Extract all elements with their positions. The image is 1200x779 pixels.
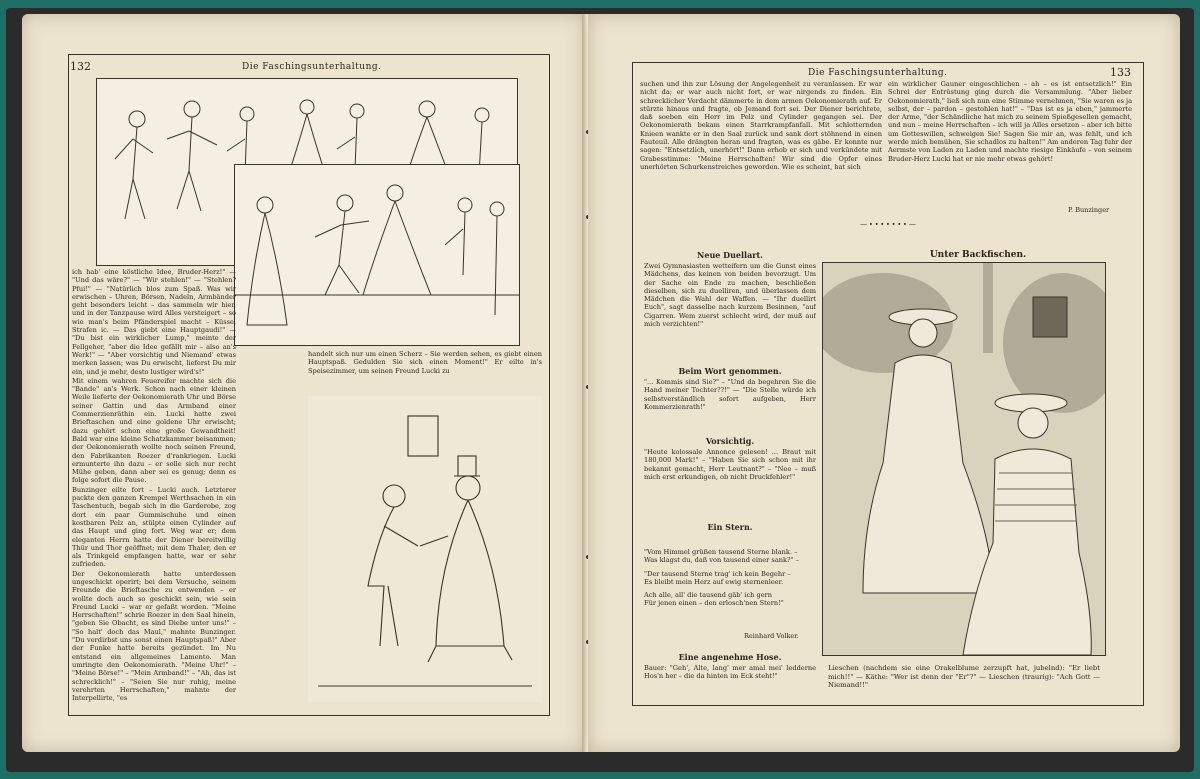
poem-line: Es bleibt mein Herz auf ewig sternenleer. <box>644 577 784 586</box>
text-neue-duellart: Zwei Gymnasiasten wetteifern um die Gunst eines Mädchens, das keinen von beiden bevorzugt. Um der Sache ein Ende zu machen, beschließen dieselben, sich zu duelliren, und überlassen dem Mädchen die Wahl der Waffen. — "Ihr duellirt Euch", sagt dasselbe nach kurzem Besinnen, "auf Cigarren. Wem zuerst schlecht wird, der muß auf mich verzichten!" <box>644 262 816 329</box>
illustration-fur-coat-gentleman <box>308 396 542 702</box>
illustration-ballroom <box>234 164 520 346</box>
poem-line: Was klagst du, daß von tausend einer sank?" – <box>644 556 799 565</box>
poem-line: "Vom Himmel grüßen tausend Sterne blank. – <box>644 548 798 556</box>
heading-neue-duellart: Neue Duellart. <box>697 250 763 260</box>
text-vorsichtig: "Heute kolossale Annonce gelesen! ... Braut mit 180,000 Mark!" – "Haben Sie sich schon mit ihr bekannt gemacht, Herr Leutnant?" – "Nee – muß mich erst erkundigen, ob nicht Druckfehler!" <box>644 448 816 481</box>
text-angenehme-hose: Bauer: "Geh', Alte, lang' mer amal mei' ledderne Hos'n her – die da hinten im Eck steht!" <box>644 664 816 681</box>
paragraph: ich hab' eine köstliche Idee, Bruder-Herz!" — "Und das wäre?" — "Wir stehlen!" — "Stehlen? Pfui!" — "Natürlich blos zum Spaß. Was wir erwischen – Uhren, Börsen, Nadeln, Armbänder geht besonders leicht – das sammeln wir hier, und in der Tanzpause wird Alles versteigert – so wie man's beim Pfänderspiel macht – Küsse, Strafen ic. — Das giebt eine Hauptgaudi!" — "Du bist ein wirklicher Lump," meinte der Fellgeher, "aber die Idee gefällt mir – also an's Werk!" — "Aber vorsichtig und Niemand' etwas merken lassen; was Du erwischt, lieferst Du mir ein, und je mehr, desto lustiger wird's!" <box>72 268 236 376</box>
left-text-column-2: handelt sich nur um einen Scherz – Sie werden sehen, es giebt einen Hauptspaß. Gedulden Sie sich einen Moment!" Er eilte in's Speisezimmer, um seinen Freund Lucki zu <box>308 350 542 375</box>
heading-unter-backfischen: Unter Backfischen. <box>929 250 1027 260</box>
text-beim-wort: "... Kommis sind Sie?" – "Und da begehren Sie die Hand meiner Tochter??!" — "Die Stelle würde ich selbstverständlich sofort aufgeben, Herr Kommerzienrath!" <box>644 378 816 411</box>
author-signature: P. Bunzinger <box>1068 206 1110 214</box>
poem-line: Für jenen einen – den erlosch'nen Stern!" <box>644 599 784 608</box>
ornament-divider: — ∙ ∙ ∙ ∙ ∙ ∙ ∙ — <box>860 220 916 228</box>
heading-beim-wort: Beim Wort genommen. <box>678 366 782 376</box>
poem-ein-stern <box>644 548 816 630</box>
poem-author: Reinhard Volker. <box>744 632 799 640</box>
running-header-left: Die Faschingsunterhaltung. <box>242 62 382 72</box>
right-page <box>588 14 1180 752</box>
running-header-right: Die Faschingsunterhaltung. <box>808 68 948 78</box>
poem-line: "Der tausend Sterne trag' ich kein Begehr – <box>644 569 791 578</box>
paragraph: Mit einem wahren Feuereifer machte sich die "Bande" an's Werk. Schon nach einer kleinen Weile lieferte der Oekonomierath Uhr und Börse seiner Gattin und das Armband einer Commerzienräthin ein. Lucki hatte zwei Brieftaschen und eine goldene Uhr erwischt; dazu gehört schon eine große Gewandtheit! Bald war eine kleine Schatzkammer beisammen; der Oekonomierath wollte noch seinen Freund, den Fabrikanten Roezer d'rankriegen. Lucki ermunterte ihn dazu – er solle sich nur recht Mühe geben, dann aber sei es genug; denn es folge sofort die Pause. <box>72 376 236 485</box>
heading-angenehme-hose: Eine angenehme Hose. <box>678 652 782 662</box>
right-top-column-2: ein wirklicher Gauner eingeschlichen – ah – es ist entsetzlich!" Ein Schrei der Entrüstung ging durch die Versammlung. "Aber lieber Oekonomierath," ließ sich nun eine Stimme vernehmen, "Sie waren es ja selbst, der – pardon – gestohlen hat!" – "Das ist es ja eben," jammerte der Arme, "der Schändliche hat mich zu seinem Spießgesellen gemacht, und nun – meine Herrschaften – ich will ja Alles ersetzen – aber ich bitte um Gotteswillen, schweigen Sie! Sagen Sie mir an, was fehlt, und ich werde mich bemühen, Sie schadlos zu halten!" Am anderen Tag fuhr der Aermste von Laden zu Laden und machte riesige Einkäufe – von seinem Bruder-Herz Lucki hat er nie mehr etwas gehört! <box>888 80 1132 163</box>
right-top-column-1: suchen und ihn zur Lösung der Angelegenheit zu veranlassen. Er war nicht da; er war auch nicht fort, er war nirgends zu finden. Ein schrecklicher Verdacht dämmerte in dem armen Oekonomierath auf. Er stürzte hinaus und fragte, ob Jemand fort sei. Der Diener berichtete, daß soeben ein Herr im Pelz und Cylinder gegangen sei. Der Oekonomierath bekam einen Starrkrampfanfall. Mit schlotternden Knieen wankte er in den Saal zurück und sank dort stöhnend in einen Fauteuil. Alle drängten heran und fragten, was es gäbe. Er konnte nur sagen: "Entsetzlich, unerhört!" Dann erhob er sich und verkündete mit Grabesstimme: "Meine Herrschaften! Wir sind die Opfer eines unerhörten Schurkenstreiches geworden. Wie es scheint, hat sich <box>640 80 882 171</box>
caption-unter-backfischen: Lieschen (nachdem sie eine Orakelblume zerzupft hat, jubelnd): "Er liebt mich!!" — Käthe: "Wer ist denn der "Er"?" — Lieschen (traurig): "Ach Gott — Niemand!!" <box>828 664 1100 689</box>
paragraph: Bunzinger eilte fort – Lucki auch. Letzterer packte den ganzen Krempel Werthsachen in ein Taschentuch, begab sich in die Garderobe, zog dort ein paar Gummischuhe und einen kostbaren Pelz an, stülpte einen Cylinder auf das Haupt und ging fort. Weg war er; dem eleganten Herrn hatte der Diener bereitwillig Thür und Thor geöffnet; mit dem Thaler, den er als Trinkgeld empfangen hatte, war er sehr zufrieden. <box>72 485 236 569</box>
left-page <box>22 14 584 752</box>
left-text-column-1 <box>72 268 236 708</box>
paragraph: Der Oekonomierath hatte unterdessen ungeschickt operirt; bei dem Versuche, seinem Freunde die Brieftasche zu entwenden – er wollte doch auch so geschickt sein, wie sein Freund Lucki – war er gefaßt worden. "Meine Herrschaften!" schrie Roezer in den Saal hinein, "geben Sie Obacht, es sind Diebe unter uns!" – "So halt' doch das Maul," mahnte Bunzinger. "Du verdirbst uns sonst einen Hauptspaß!" Aber der Funke hatte bereits gezündet. Im Nu entstand ein allgemeines Lamento. Man umringte den Oekonomierath. "Meine Uhr!" – "Meine Börse!" – "Mein Armband!" – "Ah, das ist schrecklich!" – "Seien Sie nur ruhig, meine verehrten Herrschaften," mahnte der Interpellirte, "es <box>72 569 236 703</box>
illustration-two-girls <box>822 262 1106 656</box>
heading-vorsichtig: Vorsichtig. <box>705 436 755 446</box>
page-number-left: 132 <box>70 60 91 73</box>
poem-line: Ach alle, all' die tausend gäb' ich gern <box>644 591 773 600</box>
page-number-right: 133 <box>1110 66 1131 79</box>
heading-ein-stern: Ein Stern. <box>707 522 753 532</box>
